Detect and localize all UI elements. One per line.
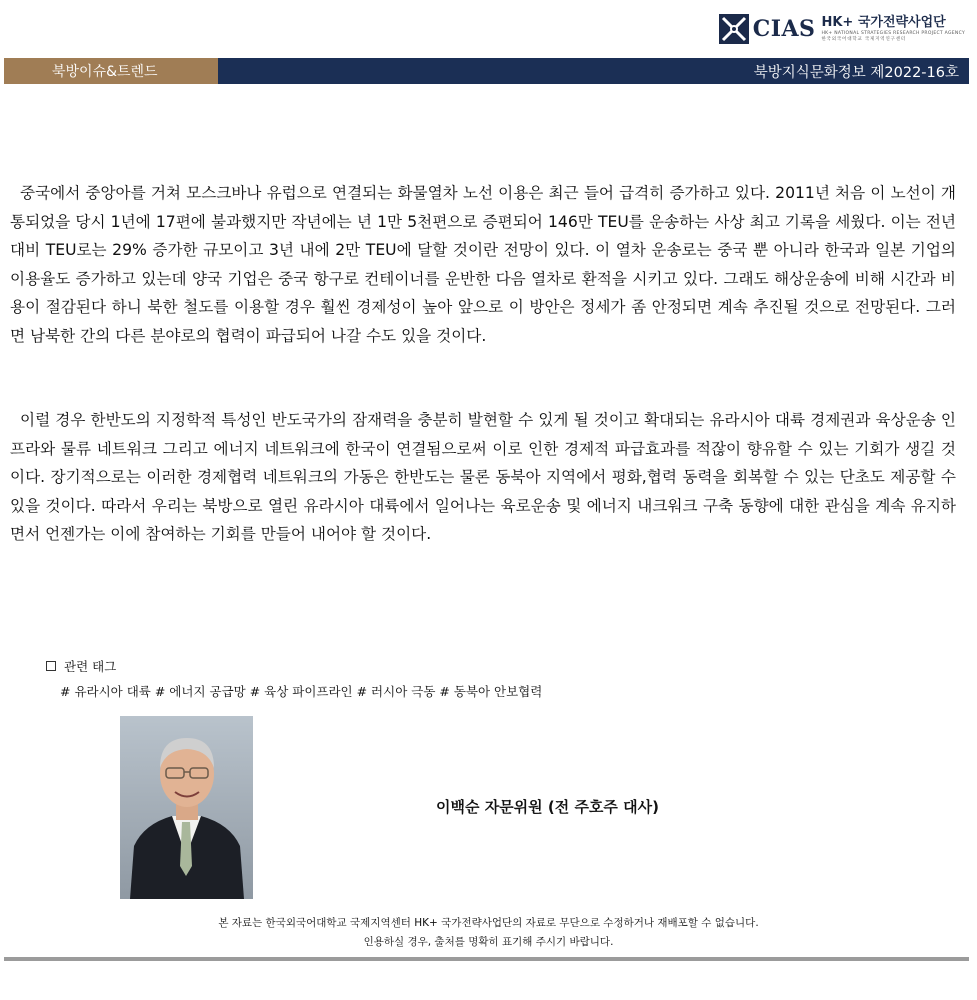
footer-citation-note: 인용하실 경우, 출처를 명확히 표기해 주시기 바랍니다. <box>363 936 614 948</box>
author-name: 이백순 자문위원 (전 주호주 대사) <box>436 798 659 816</box>
logo-english-subtitle: HK+ NATIONAL STRATEGIES RESEARCH PROJECT AGENCY <box>821 30 965 36</box>
logo-cias-text: CIAS <box>752 16 816 42</box>
logo-korean-subtitle: 한국외국어대학교 국제지역연구센터 <box>821 37 907 42</box>
cias-logo <box>719 14 965 44</box>
issue-number: 북방지식문화정보 제2022-16호 <box>218 58 969 84</box>
footer-notice: 본 자료는 한국외국어대학교 국제지역센터 HK+ 국가전략사업단의 자료로 무단으로 수정하거나 재배포할 수 없습니다. <box>218 917 759 929</box>
header-bar <box>4 58 969 84</box>
body-paragraph-1: 중국에서 중앙아를 거쳐 모스크바나 유럽으로 연결되는 화물열차 노선 이용은 최근 들어 급격히 증가하고 있다. 2011년 처음 이 노선이 개통되었을 당시 1년에 17편에 불과했지만 작년에는 년 1만 5천편으로 증편되어 146만 TEU를 운송하는 사상 최고 기록을 세웠다. 이는 전년 대비 TEU로는 29% 증가한 규모이고 3년 내에 2만 TEU에 달할 것이란 전망이 있다. 이 열차 운송로는 중국 뿐 아니라 한국과 일본 기업의 이용율도 증가하고 있는데 양국 기업은 중국 항구로 컨테이너를 운반한 다음 열차로 환적을 시키고 있다. 그래도 해상운송에 비해 시간과 비용이 절감된다 하니 북한 철도를 이용할 경우 훨씬 경제성이 높아 앞으로 이 방안은 정세가 좀 안정되면 계속 추진될 것으로 전망된다. 그러면 남북한 간의 다른 분야로의 협력이 파급되어 나갈 수도 있을 것이다. <box>10 184 956 345</box>
checkbox-icon <box>46 661 56 671</box>
logo-org-name: HK+ 국가전략사업단 <box>821 14 946 30</box>
related-tags-title: 관련 태그 <box>64 659 117 674</box>
cias-logo-icon <box>719 14 749 44</box>
author-portrait <box>120 716 253 899</box>
category-label: 북방이슈&트렌드 <box>4 58 218 84</box>
related-tags-heading <box>46 657 116 675</box>
bottom-divider <box>4 957 969 961</box>
body-paragraph-2: 이럴 경우 한반도의 지정학적 특성인 반도국가의 잠재력을 충분히 발현할 수 있게 될 것이고 확대되는 유라시아 대륙 경제권과 육상운송 인프라와 물류 네트워크 그리고 에너지 네트워크에 한국이 연결됨으로써 이로 인한 경제적 파급효과를 적잖이 향유할 수 있는 기회가 생길 것이다. 장기적으로는 이러한 경제협력 네트워크의 가동은 한반도는 물론 동북아 지역에서 평화,협력 동력을 회복할 수 있는 단초도 제공할 수 있을 것이다. 따라서 우리는 북방으로 열린 유라시아 대륙에서 일어나는 육로운송 및 에너지 내크워크 구축 동향에 대한 관심을 계속 유지하면서 언젠가는 이에 참여하는 기회를 만들어 내어야 할 것이다. <box>10 411 956 543</box>
related-tags-list: # 유라시아 대륙 # 에너지 공급망 # 육상 파이프라인 # 러시아 극동 # 동북아 안보협력 <box>60 684 543 699</box>
